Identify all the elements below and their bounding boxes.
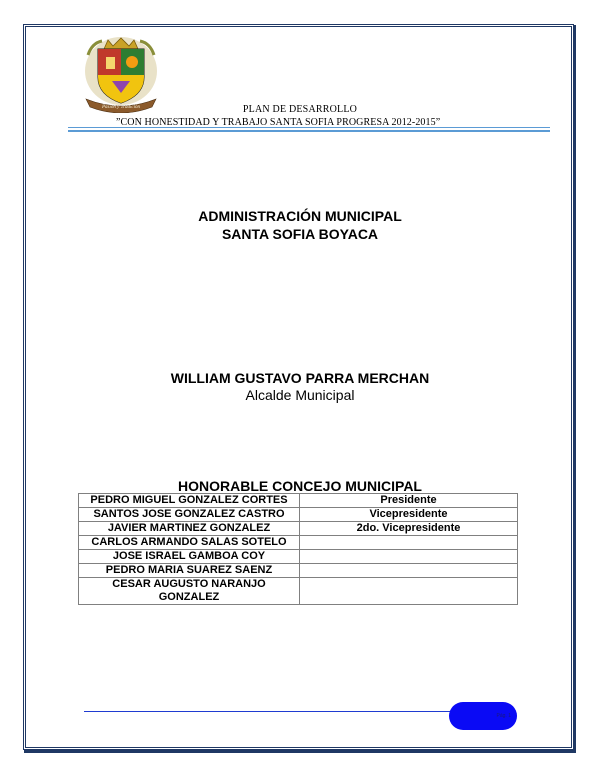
plan-title: PLAN DE DESARROLLO bbox=[242, 104, 358, 115]
member-position: Vicepresidente bbox=[300, 508, 518, 522]
crest-ribbon-text: Pasión y Tradición bbox=[101, 105, 141, 110]
member-position bbox=[300, 578, 518, 605]
member-name: SANTOS JOSE GONZALEZ CASTRO bbox=[79, 508, 300, 522]
member-name: PEDRO MIGUEL GONZALEZ CORTES bbox=[79, 494, 300, 508]
table-row bbox=[79, 494, 518, 508]
council-title: HONORABLE CONCEJO MUNICIPAL bbox=[178, 478, 422, 494]
table-row bbox=[79, 578, 518, 605]
member-name: CESAR AUGUSTO NARANJO GONZALEZ bbox=[79, 578, 300, 605]
member-name: CARLOS ARMANDO SALAS SOTELO bbox=[79, 536, 300, 550]
municipal-crest-icon bbox=[82, 35, 160, 113]
member-position bbox=[300, 550, 518, 564]
member-name: JAVIER MARTINEZ GONZALEZ bbox=[79, 522, 300, 536]
table-row bbox=[79, 508, 518, 522]
administration-line1: ADMINISTRACIÓN MUNICIPAL bbox=[198, 208, 402, 224]
member-position: Presidente bbox=[300, 494, 518, 508]
header-rule-thick bbox=[68, 130, 550, 132]
footer-rule bbox=[84, 711, 456, 712]
table-row bbox=[79, 550, 518, 564]
administration-line2: SANTA SOFIA BOYACA bbox=[221, 226, 379, 242]
administration-heading bbox=[0, 207, 600, 243]
member-position bbox=[300, 564, 518, 578]
council-table bbox=[78, 493, 518, 605]
member-position: 2do. Vicepresidente bbox=[300, 522, 518, 536]
mayor-name: WILLIAM GUSTAVO PARRA MERCHAN bbox=[170, 370, 430, 386]
plan-slogan: ”CON HONESTIDAD Y TRABAJO SANTA SOFIA PROGRESA 2012-2015” bbox=[116, 117, 441, 128]
member-name: JOSE ISRAEL GAMBOA COY bbox=[79, 550, 300, 564]
table-row bbox=[79, 536, 518, 550]
table-row bbox=[79, 564, 518, 578]
header-rule bbox=[68, 127, 550, 128]
member-position bbox=[300, 536, 518, 550]
page-number-badge: Pág. 1 bbox=[449, 702, 517, 730]
member-name: PEDRO MARIA SUAREZ SAENZ bbox=[79, 564, 300, 578]
mayor-block bbox=[0, 370, 600, 404]
mayor-role: Alcalde Municipal bbox=[245, 387, 355, 403]
table-row bbox=[79, 522, 518, 536]
